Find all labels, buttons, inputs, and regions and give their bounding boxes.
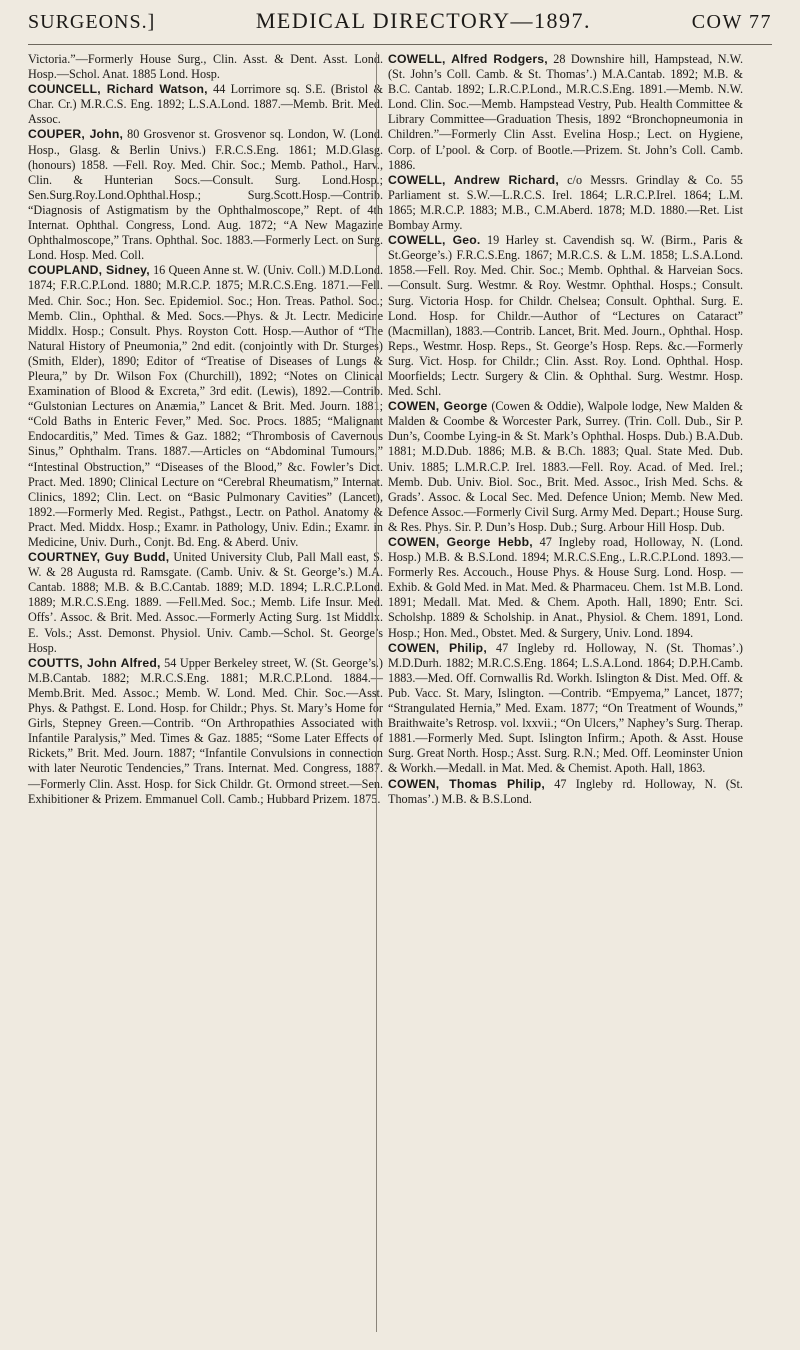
entry [388, 233, 743, 399]
entry [28, 656, 383, 807]
entry-name: COWELL, Geo. [388, 233, 481, 248]
page-header [28, 8, 772, 42]
entry [28, 263, 383, 550]
entry-text: 44 Lorrimore sq. S.E. (Bristol & Char. Cr.) M.R.C.S. Eng. 1892; L.S.A.Lond. 1887.—Memb. Brit. Med. Assoc. [28, 82, 383, 127]
entry-name: COWEN, Philip, [388, 640, 487, 655]
entry-name: COUPER, John, [28, 127, 124, 142]
entry [388, 399, 743, 535]
entry-name: COWELL, Andrew Richard, [388, 172, 559, 187]
right-column [388, 52, 743, 807]
entry-text: 54 Upper Berkeley street, W. (St. George’s.) M.B.Cantab. 1882; M.R.C.S.Eng. 1881; M.R.C.P.Lond. 1884.—Memb.Brit. Med. Assoc.; Memb. W. Lond. Med. Chir. Soc.—Asst. Phys. & Pathgst. E. Lond. Hosp. for Childr.; Phys. St. Mary’s Home for Girls, Stepney Green.—Contrib. “On Arthropathies Associated with Infantile Paralysis,” Med. Times & Gaz. 1885; “Some Later Effects of Rickets,” Brit. Med. Journ. 1887; “Infantile Convulsions in connection with later Neurotic Tendencies,” Trans. Internat. Med. Congress, 1887. —Formerly Clin. Asst. Hosp. for Sick Childr. Gt. Ormond street.—Sen. Exhibitioner & Prizem. Emmanuel Coll. Camb.; Hubbard Prizem. 1875. [28, 655, 383, 806]
entry-text: Victoria.”—Formerly House Surg., Clin. Asst. & Dent. Asst. Lond. Hosp.—Schol. Anat. 1885 Lond. Hosp. [28, 52, 383, 82]
entry-text: 47 Ingleby rd. Holloway, N. (St. Thomas’.) M.D.Durh. 1882; M.R.C.S.Eng. 1864; L.S.A.Lond. 1864; D.P.H.Camb. 1883.—Med. Off. Cornwallis Rd. Workh. Islington & Dist. Med. Off. & Pub. Vacc. St. Mary, Islington. —Contrib. “Empyema,” Lancet, 1877; “Strangulated Hernia,” Med. Exam. 1877; “On Treatment of Wounds,” Braithwaite’s Retrosp. vol. lxxvii.; “On Ulcers,” Naphey’s Surg. Therap. 1881.—Formerly Med. Supt. Islington Infirm.; Apoth. & Asst. House Surg. Great North. Hosp.; Asst. Surg. R.N.; Med. Off. Leominster Union & Workh.—Medall. in Mat. Med. & Chemist. Apoth. Hall, 1863. [388, 640, 743, 776]
header-title: MEDICAL DIRECTORY—1897. [255, 8, 592, 33]
entry-text: (Cowen & Oddie), Walpole lodge, New Malden & Malden & Coombe & Worcester Park, Surrey. (Trin. Coll. Dub., Sir P. Dun’s, Coombe Lying-in & St. Mark’s Ophthal. Hosps. Dub.) B.A.Dub. 1881; M.D.Dub. 1886; M.B. & B.Ch. 1883; Qual. State Med. Dub. Univ. 1885; L.M.R.C.P. Irel. 1883.—Fell. Roy. Acad. of Med. Irel.; Memb. Dub. Univ. Biol. Soc., Brit. Med. Assoc., Irish Med. Schs. & Grads’. Assoc. & Local Sec. Med. Defence Union; Memb. New Med. Defence Assoc.—Formerly Civil Surg. Army Med. Depart.; House Surg. & Res. Phys. Sir. P. Dun’s Hosp. Dub.; Surg. Arbour Hill Hosp. Dub. [388, 399, 743, 534]
entry-text: 47 Ingleby rd. Holloway, N. (St. Thomas’.) M.B. & B.S.Lond. [388, 776, 743, 806]
entry-text: c/o Messrs. Grindlay & Co. 55 Parliament st. S.W.—L.R.C.S. Irel. 1864; L.R.C.P.Irel. 1864; L.M. 1865; M.R.C.P. 1883; M.B., C.M.Aberd. 1878; M.D. 1880.—Ret. List Bombay Army. [388, 172, 743, 233]
entry-text: 47 Ingleby road, Holloway, N. (Lond. Hosp.) M.B. & B.S.Lond. 1894; M.R.C.S.Eng., L.R.C.P.Lond. 1893.—Formerly Res. Accouch., House Phys. & House Surg. Lond. Hosp. — Exhib. & Gold Med. in Mat. Med. & Pharmaceu. Chem. 1st M.B. Lond. 1891; Medall. Mat. Med. & Chem. Apoth. Hall, 1890; Entr. Sci. Scholshp. 1889 & Scholship. in Anat., Physiol. & Chem. 1891, Lond. Hosp.; Hon. Med., Obstet. Med. & Surgery, Univ. Lond. 1894. [388, 535, 743, 640]
header-rule [28, 44, 772, 45]
column-divider [376, 52, 377, 1332]
entry-name: COUNCELL, Richard Watson, [28, 82, 208, 97]
entry [28, 82, 383, 127]
entry-name: COURTNEY, Guy Budd, [28, 550, 170, 565]
entry-text: 19 Harley st. Cavendish sq. W. (Birm., Paris & St.George’s.) F.R.C.S.Eng. 1867; M.R.C.S. & L.M. 1858; L.S.A.Lond. 1858.—Fell. Roy. Med. Chir. Soc.; Memb. Ophthal. & Harveian Socs.—Consult. Surg. Westmr. & Roy. Westmr. Ophthal. Hosps.; Consult. Surg. Victoria Hosp. for Childr. Chelsea; Consult. Ophthal. Surg. E. Lond. Hosp. for Childr.—Author of “Lectures on Cataract” (Macmillan), 1883.—Contrib. Lancet, Brit. Med. Journ., Ophthal. Hosp. Reps., Westmr. Hosp. Reps., St. George’s Hosp. Reps. &c.—Formerly Surg. Vict. Hosp. for Childr.; Clin. Asst. Roy. Lond. Ophthal. Hosp. Moorfields; Lectr. Surgery & Clin. & Ophthal. Surg. Westmr. Hosp. Med. Schl. [388, 233, 743, 399]
entry-name: COWELL, Alfred Rodgers, [388, 52, 548, 66]
entry-name: COUPLAND, Sidney, [28, 263, 150, 278]
entry [388, 535, 743, 641]
entry [28, 52, 383, 82]
entry [388, 173, 743, 233]
entry [388, 777, 743, 807]
entry-text: 28 Downshire hill, Hampstead, N.W. (St. John’s Coll. Camb. & St. Thomas’.) M.A.Cantab. 1892; M.B. & B.C. Cantab. 1892; L.R.C.P.Lond., M.R.C.S.Eng. 1891.—Memb. N.W. Lond. Clin. Soc.—Memb. Hampstead Vestry, Pub. Health Committee & Library Committee—Graduation Thesis, 1892 “Bronchopneumonia in Children.”—Formerly Clin Asst. Evelina Hosp.; Lect. on Hygiene, Corp. of L’pool. & Corp. of Bootle.—Prizem. St. John’s Coll. Camb. 1886. [388, 52, 743, 172]
entry [388, 52, 743, 173]
entry-name: COUTTS, John Alfred, [28, 655, 161, 670]
entry-text: 80 Grosvenor st. Grosvenor sq. London, W. (Lond. Hosp., Glasg. & Berlin Univs.) F.R.C.S.Eng. 1861; M.D.Glasg. (honours) 1858. —Fell. Roy. Med. Chir. Soc.; Memb. Pathol., Harv., Clin. & Hunterian Socs.—Consult. Surg. Lond.Hosp.; Sen.Surg.Roy.Lond.Ophthal.Hosp.; Surg.Scott.Hosp.—Contrib. “Diagnosis of Astigmatism by the Ophthalmoscope,” Rept. of 4th Internat. Ophthal. Congress, Lond. Aug. 1872; “A New Magazine Ophthalmoscope,” Trans. Ophthal. Soc. 1883.—Formerly Lect. on Surg. Lond. Hosp. Med. Coll. [28, 127, 384, 263]
entry-name: COWEN, George Hebb, [388, 535, 533, 549]
entry [388, 641, 743, 777]
entry-text: 16 Queen Anne st. W. (Univ. Coll.) M.D.Lond. 1874; F.R.C.P.Lond. 1880; M.R.C.P. 1875; M.R.C.S.Eng. 1871.—Fell. Med. Chir. Soc.; Hon. Sec. Epidemiol. Soc.; Hon. Treas. Pathol. Soc.; Memb. Clin., Ophthal. & Med. Socs.—Phys. & Jt. Lectr. Medicine Middlx. Hosp.; Consult. Phys. Royston Cott. Hosp.—Author of “The Natural History of Pneumonia,” 2nd edit. (conjointly with Dr. Sturges) (Smith, Elder), 1890; Editor of “Treatise of Diseases of Lungs & Pleura,” by Dr. Wilson Fox (Churchill), 1892; “Notes on Clinical Examination of Blood & Excreta,” 3rd edit. (Lewis), 1892.—Contrib. “Gulstonian Lectures on Anæmia,” Lancet & Brit. Med. Journ. 1881; “Cold Baths in Enteric Fever,” Med. Soc. Procs. 1885; “Malignant Endocarditis,” Med. Times & Gaz. 1882; “Thrombosis of Cavernous Sinus,” Ophthalm. Trans. 1887.—Articles on “Abdominal Tumours,” “Intestinal Obstruction,” “Diseases of the Blood,” &c. Fowler’s Dict. Pract. Med. 1890; Clinical Lecture on “Cerebral Rheumatism,” Internat. Clinics, 1892; Clin. Lect. on “Basic Pulmonary Cavities” (Lancet), 1892.—Formerly Med. Regist., Pathgst., Lectr. on Pathol. Anatomy & Pract. Med. Middx. Hosp.; Examr. in Pathology, Univ. Edin.; Examr. in Medicine, Univ. Durh., Conjt. Bd. Eng. & Aberd. Univ. [28, 263, 383, 549]
entry-name: COWEN, George [388, 399, 488, 414]
header-section: SURGEONS.] [28, 11, 156, 33]
header-page-info: COW 77 [691, 11, 772, 33]
entry-name: COWEN, Thomas Philip, [388, 776, 545, 791]
entry [28, 127, 383, 263]
entry [28, 550, 383, 656]
left-column [28, 52, 383, 807]
entry-text: United University Club, Pall Mall east, S. W. & 28 Augusta rd. Ramsgate. (Camb. Univ. & St. George’s.) M.A. Cantab. 1888; M.B. & B.C.Cantab. 1889; M.D. 1894; L.R.C.P.Lond. 1889; M.R.C.S.Eng. 1889. —Fell.Med. Soc.; Memb. Life Insur. Med. Offs’. Assoc. & Brit. Med. Assoc.—Formerly Acting Surg. 1st Middlx. E. Vols.; Asst. Demonst. Physiol. Univ. Camb.—Schol. St. George’s Hosp. [28, 550, 383, 655]
